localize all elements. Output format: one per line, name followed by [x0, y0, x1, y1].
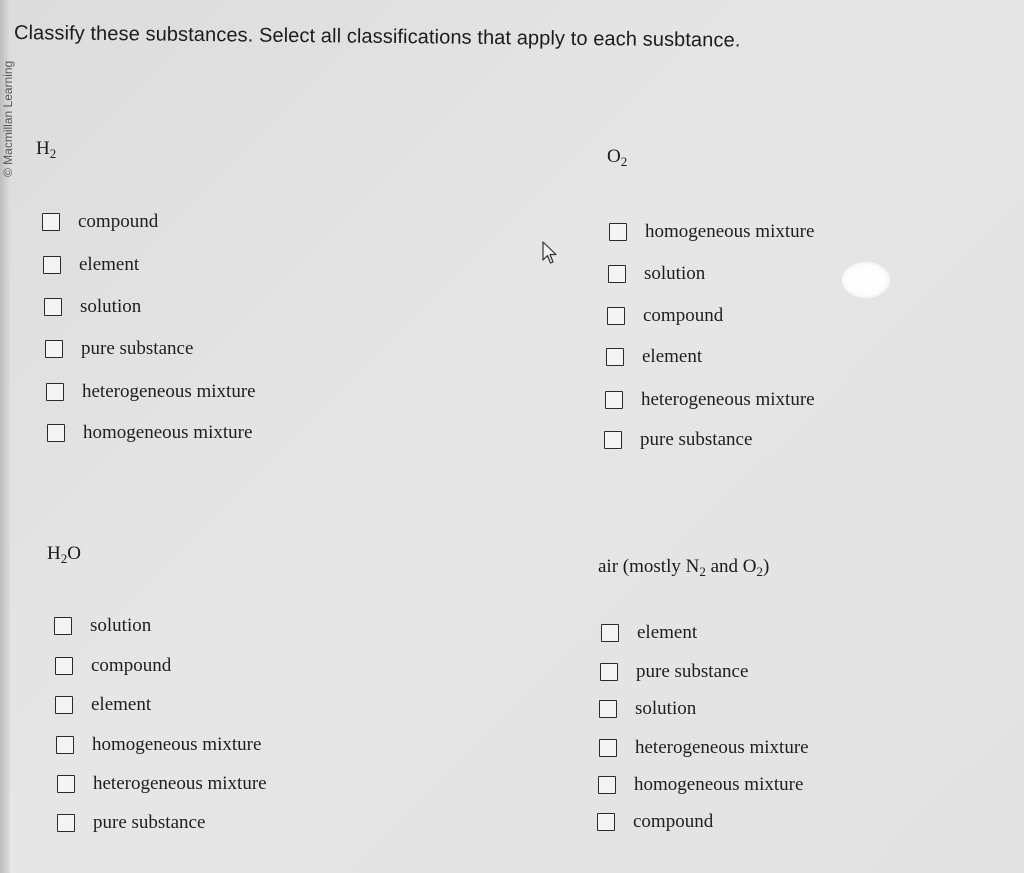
- air-option-homogeneous-mixture[interactable]: homogeneous mixture: [598, 774, 803, 796]
- checkbox[interactable]: [607, 307, 625, 325]
- h2-heading: $H_2$: [36, 138, 57, 161]
- screen-glare: [842, 262, 890, 298]
- checkbox[interactable]: [43, 256, 61, 274]
- checkbox[interactable]: [605, 391, 623, 409]
- h2o-option-pure-substance[interactable]: pure substance: [57, 812, 205, 834]
- checkbox[interactable]: [599, 739, 617, 757]
- h2-option-pure-substance[interactable]: pure substance: [45, 338, 193, 360]
- publisher-watermark: © Macmillan Learning: [1, 60, 15, 177]
- h2o-heading: $H_2O$: [47, 543, 81, 566]
- checkbox[interactable]: [600, 663, 618, 681]
- checkbox[interactable]: [45, 340, 63, 358]
- o2-option-heterogeneous-mixture[interactable]: heterogeneous mixture: [605, 389, 815, 411]
- h2-option-solution[interactable]: solution: [44, 296, 141, 318]
- checkbox[interactable]: [599, 700, 617, 718]
- h2-option-heterogeneous-mixture[interactable]: heterogeneous mixture: [46, 381, 256, 403]
- air-option-element[interactable]: element: [601, 622, 697, 644]
- checkbox[interactable]: [608, 265, 626, 283]
- checkbox[interactable]: [601, 624, 619, 642]
- h2o-option-homogeneous-mixture[interactable]: homogeneous mixture: [56, 734, 261, 756]
- checkbox[interactable]: [609, 223, 627, 241]
- air-heading: air (mostly $N_2$ and $O_2$): [598, 556, 770, 579]
- checkbox[interactable]: [47, 424, 65, 442]
- o2-option-pure-substance[interactable]: pure substance: [604, 429, 752, 451]
- h2-option-element[interactable]: element: [43, 254, 139, 276]
- checkbox[interactable]: [55, 696, 73, 714]
- checkbox[interactable]: [598, 776, 616, 794]
- air-option-solution[interactable]: solution: [599, 698, 696, 720]
- o2-option-solution[interactable]: solution: [608, 263, 705, 285]
- h2o-option-element[interactable]: element: [55, 694, 151, 716]
- checkbox[interactable]: [57, 814, 75, 832]
- air-option-pure-substance[interactable]: pure substance: [600, 661, 748, 683]
- checkbox[interactable]: [42, 213, 60, 231]
- checkbox[interactable]: [606, 348, 624, 366]
- checkbox[interactable]: [56, 736, 74, 754]
- checkbox[interactable]: [44, 298, 62, 316]
- h2-option-compound[interactable]: compound: [42, 211, 158, 233]
- checkbox[interactable]: [57, 775, 75, 793]
- h2-option-homogeneous-mixture[interactable]: homogeneous mixture: [47, 422, 252, 444]
- mouse-pointer-icon: [540, 240, 560, 266]
- checkbox[interactable]: [46, 383, 64, 401]
- checkbox[interactable]: [597, 813, 615, 831]
- o2-option-compound[interactable]: compound: [607, 305, 723, 327]
- checkbox[interactable]: [55, 657, 73, 675]
- o2-option-homogeneous-mixture[interactable]: homogeneous mixture: [609, 221, 814, 243]
- checkbox[interactable]: [54, 617, 72, 635]
- h2o-option-heterogeneous-mixture[interactable]: heterogeneous mixture: [57, 773, 267, 795]
- o2-option-element[interactable]: element: [606, 346, 702, 368]
- h2o-option-compound[interactable]: compound: [55, 655, 171, 677]
- air-option-heterogeneous-mixture[interactable]: heterogeneous mixture: [599, 737, 809, 759]
- checkbox[interactable]: [604, 431, 622, 449]
- question-title: Classify these substances. Select all classifications that apply to each susbtance.: [13, 22, 741, 52]
- air-option-compound[interactable]: compound: [597, 811, 713, 833]
- o2-heading: $O_2$: [607, 146, 628, 169]
- h2o-option-solution[interactable]: solution: [54, 615, 151, 637]
